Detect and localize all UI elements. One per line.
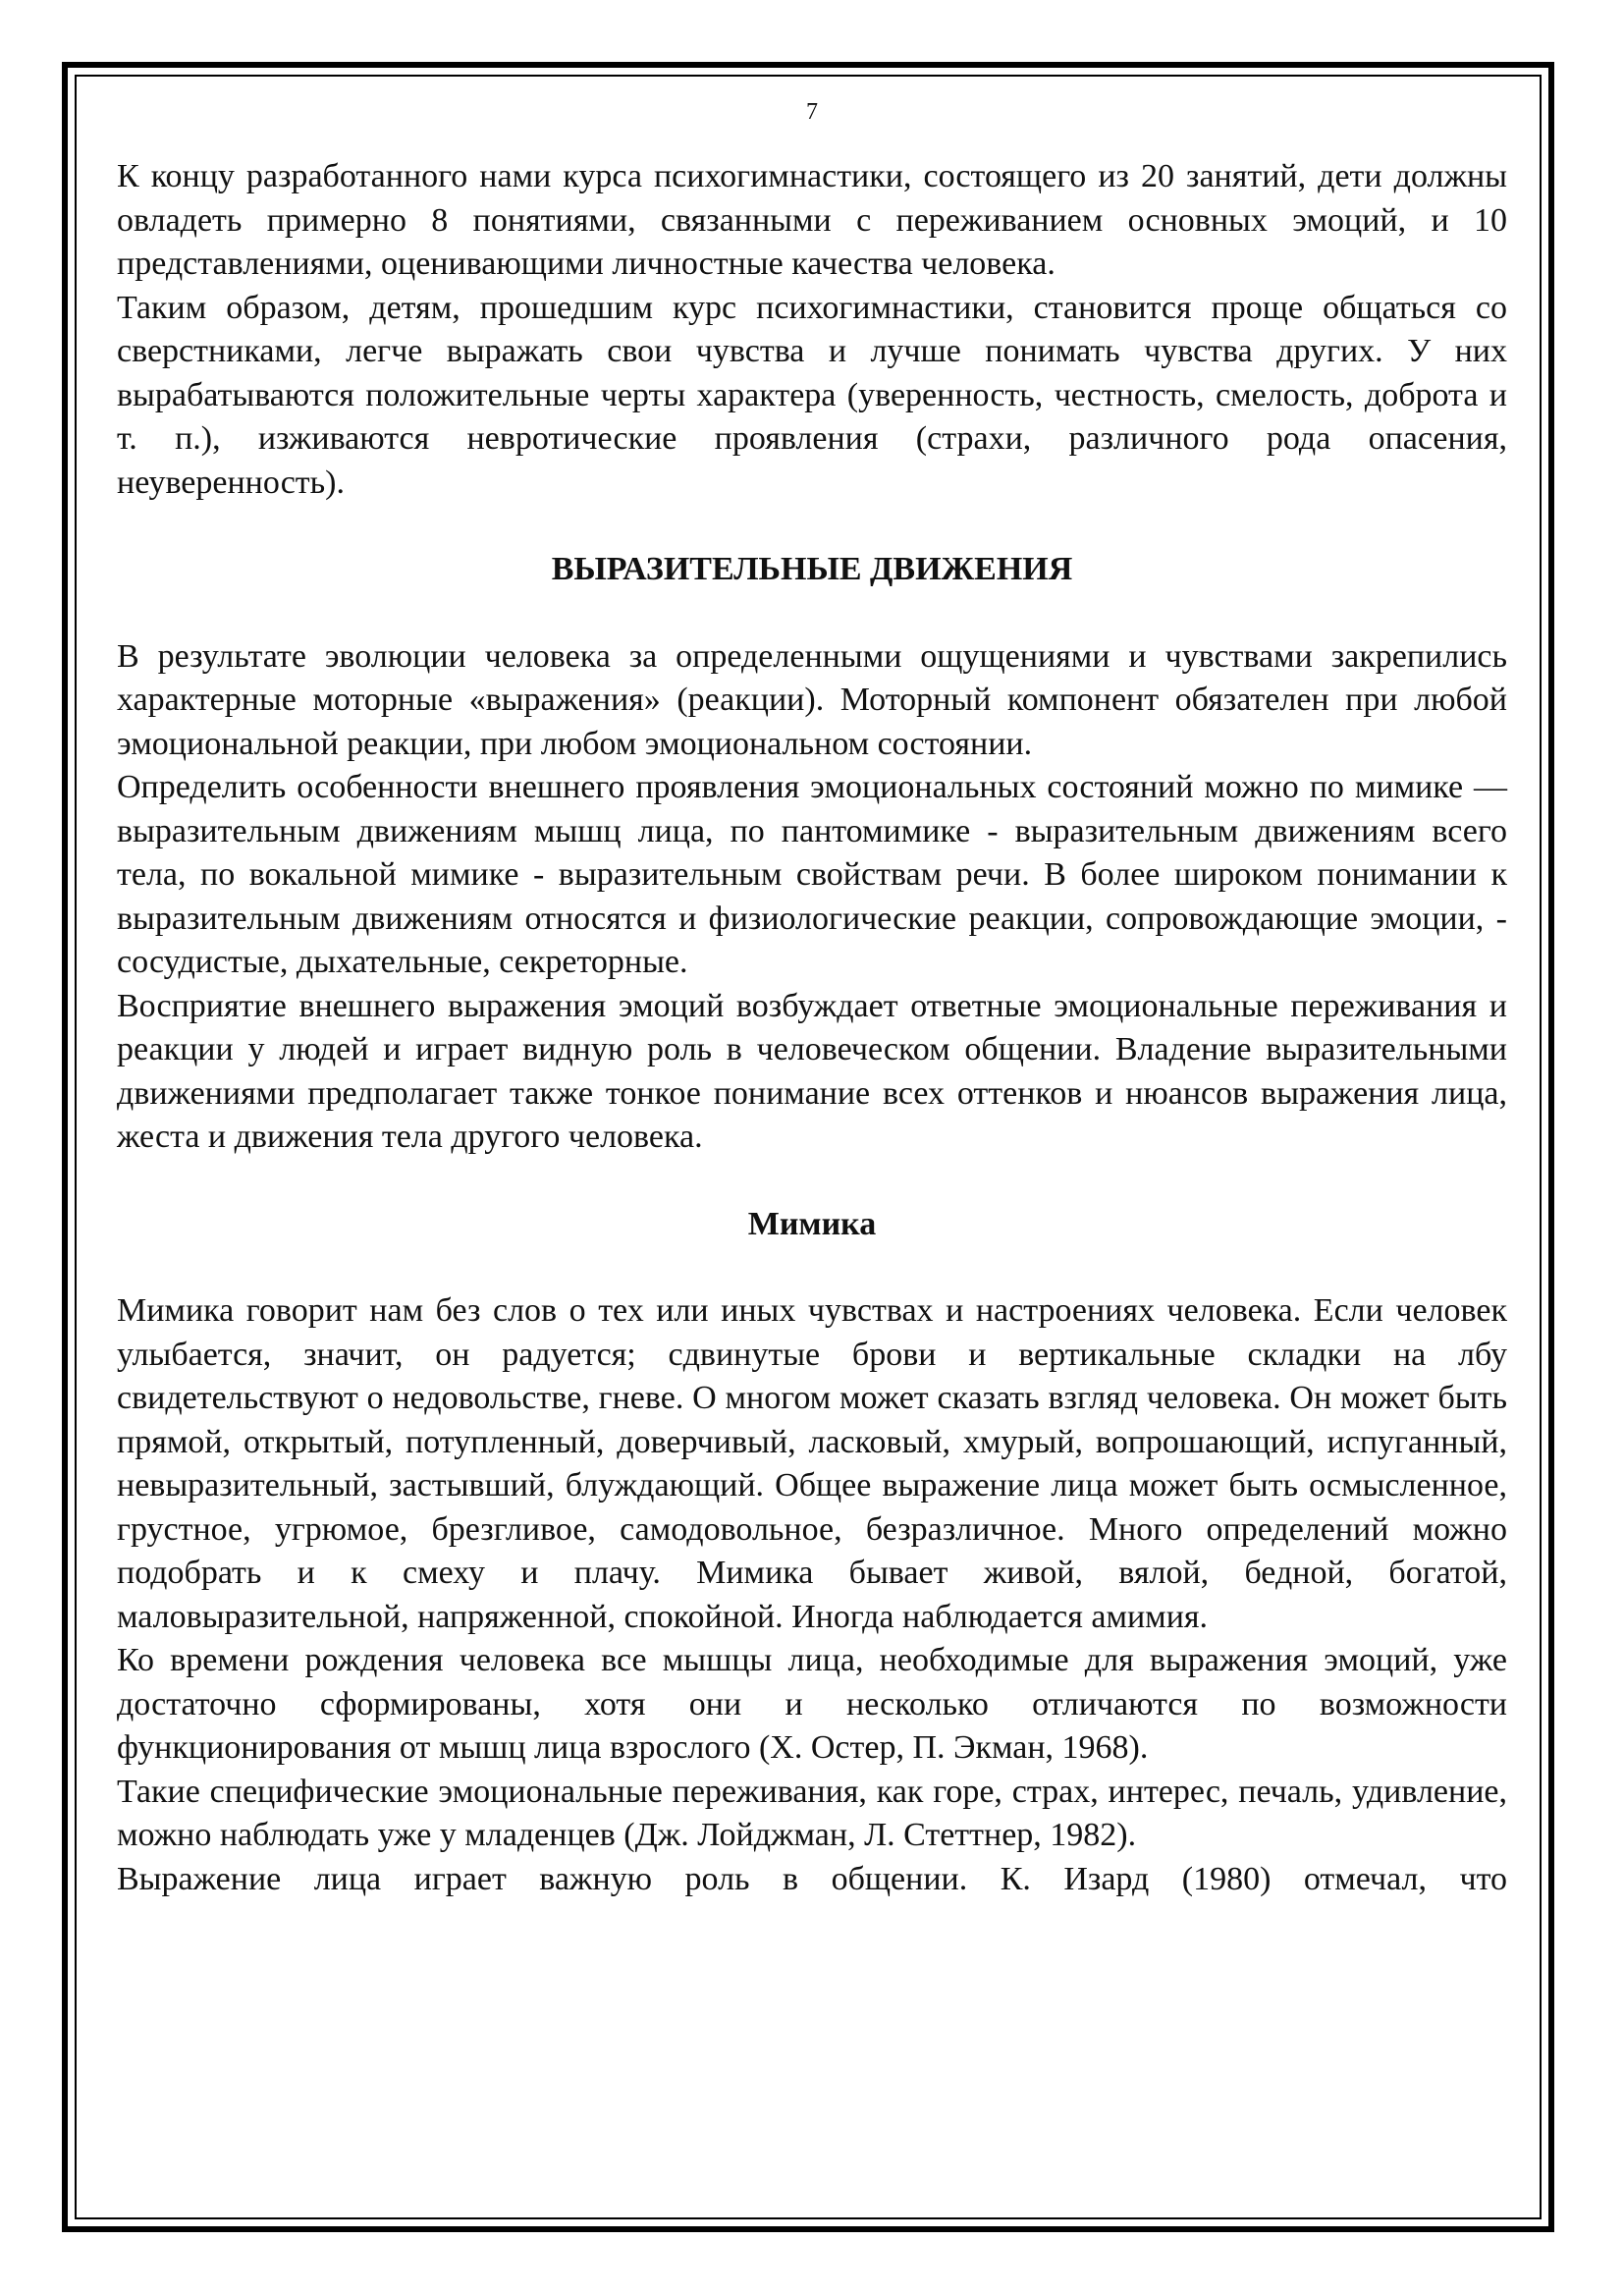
page-number: 7 <box>806 99 818 125</box>
mimicry-paragraph-1: Мимика говорит нам без слов о тех или иных чувствах и настроениях человека. Если человек улыбается, значит, он радуется; сдвинутые брови и вертикальные складки на лбу свидетельствуют о недовольстве, гневе. О многом может сказать взгляд человека. Он может быть прямой, открытый, потупленный, доверчивый, ласковый, хмурый, вопрошающий, испуганный, невыразительный, застывший, блуждающий. Общее выражение лица может быть осмысленное, грустное, угрюмое, брезгливое, самодовольное, безразличное. Много определений можно подобрать и к смеху и плачу. Мимика бывает живой, вялой, бедной, богатой, маловыразительной, напряженной, спокойной. Иногда наблюдается амимия. <box>117 1292 1507 1635</box>
spacer <box>117 505 1507 548</box>
mimicry-paragraph-4: Выражение лица играет важную роль в общении. К. Изард (1980) отмечал, что <box>117 1860 1507 1897</box>
page-content <box>117 155 1507 1901</box>
spacer <box>117 1246 1507 1289</box>
spacer <box>117 1160 1507 1203</box>
section-heading-expressive-movements: ВЫРАЗИТЕЛЬНЫЕ ДВИЖЕНИЯ <box>551 551 1073 587</box>
section-heading-mimicry: Мимика <box>747 1205 877 1242</box>
expressive-paragraph-2: Определить особенности внешнего проявления эмоциональных состояний можно по мимике — выразительным движениям мышц лица, по пантомимике - выразительным движениям всего тела, по вокальной мимике - выразительным свойствам речи. В более широком понимании к выразительным движениям относятся и физиологические реакции, сопровождающие эмоции, - сосудистые, дыхательные, секреторные. <box>117 769 1507 980</box>
expressive-paragraph-1: В результате эволюции человека за определенными ощущениями и чувствами закрепились характерные моторные «выражения» (реакции). Моторный компонент обязателен при любой эмоциональной реакции, при любом эмоциональном состоянии. <box>117 637 1507 762</box>
mimicry-paragraph-2: Ко времени рождения человека все мышцы лица, необходимые для выражения эмоций, уже достаточно сформированы, хотя они и несколько отличаются по возможности функционирования от мышц лица взрослого (Х. Остер, П. Экман, 1968). <box>117 1642 1507 1766</box>
intro-paragraph-2: Таким образом, детям, прошедшим курс психогимнастики, становится проще общаться со сверстниками, легче выражать свои чувства и лучше понимать чувства других. У них вырабатываются положительные черты характера (уверенность, честность, смелость, доброта и т. п.), изживаются невротические проявления (страхи, различного рода опасения, неуверенность). <box>117 289 1507 501</box>
mimicry-paragraph-3: Такие специфические эмоциональные переживания, как горе, страх, интерес, печаль, удивление, можно наблюдать уже у младенцев (Дж. Лойджман, Л. Стеттнер, 1982). <box>117 1773 1507 1853</box>
spacer <box>117 592 1507 635</box>
expressive-paragraph-3: Восприятие внешнего выражения эмоций возбуждает ответные эмоциональные переживания и реакции у людей и играет видную роль в человеческом общении. Владение выразительными движениями предполагает также тонкое понимание всех оттенков и нюансов выражения лица, жеста и движения тела другого человека. <box>117 987 1507 1155</box>
intro-paragraph-1: К концу разработанного нами курса психогимнастики, состоящего из 20 занятий, дети должны овладеть примерно 8 понятиями, связанными с переживанием основных эмоций, и 10 представлениями, оценивающими личностные качества человека. <box>117 158 1507 282</box>
